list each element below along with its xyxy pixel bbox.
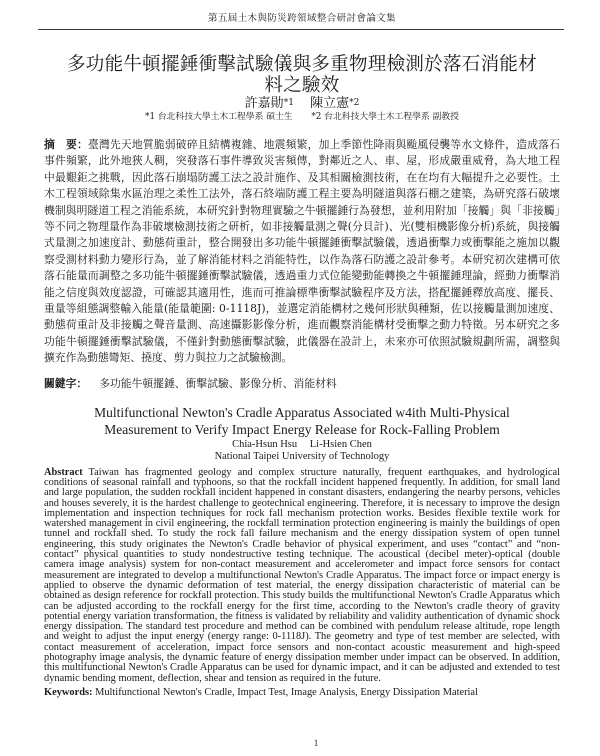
author-name: 許嘉勛 [244,96,284,111]
english-title-line: Measurement to Verify Impact Energy Release for Rock-Falling Problem [104,422,500,438]
abstract-body: Taiwan has fragmented geology and complex structure naturally, frequent earthquakes, and hydrological conditions of seasonal rainfall and typhoons, so that the rockfall incident happened frequently. In addition, for small land and large population, the sudden rockfall incident happened in constant disasters, endangering the nearby persons, vehicles and houses severely, it is the hardest challenge to geotechnical engineering. Therefore, it is necessary to improve the design implementation and inspection techniques for rock fall mechanism protection works. Besides flexible textile work for watershed management in civil engineering, the rockfall termination protection engineering is mainly the buildings of open tunnel and rockfall shed. To study the rock fall failure mechanism and the energy dissipation system of open tunnel engineering, this study originates the Newton's Cradle behavior of physical experiment, and uses “contact” and “non-contact” physical quantities to study nondestructive testing technique. The acoustical (decibel meter)-optical (double camera image analysis) system for non-contact measurement and accelerometer and impact force sensors for contact measurement are integrated to develop a multifunctional Newton's Cradle Apparatus. The impact force or impact energy is applied to observe the dynamic deformation of test material, the energy dissipation characteristic of material can be obtained as design reference for rockfall protection. This study builds the multifunctional Newton's Cradle Apparatus which can be adjusted according to the rockfall energy for the first time, according to the Newton's cradle theory of gravity potential energy variation transformation, the fitness is validated by reliability and validity authentication of dynamic shock energy dissipation. The standard test procedure and method can be combined with pendulum release altitude, rope length and weight to adjust the input energy (energy range: 0-1118J). The geometry and type of test member are selected, with contact measurement of acceleration, impact force sensors and non-contact acoustic measurement and high-speed photography image analysis, the dynamic feature of energy dissipation member under impact can be observed. In addition, this multifunctional Newton's Cradle Apparatus can be used for dynamic impact, and it can be adjusted and extended to test dynamic bending moment, deflection, shear and tension as required in the future. [44,466,560,684]
keywords-text: Multifunctional Newton's Cradle, Impact Test, Image Analysis, Energy Dissipation Material [95,686,478,698]
chinese-title-line: 料之驗效 [264,75,340,96]
chinese-author-list [44,96,560,111]
english-keywords [44,687,560,698]
chinese-abstract [44,137,560,367]
chinese-front-matter [44,54,560,392]
affiliation: *1 台北科技大學土木工程學系 碩士生 [145,112,293,122]
author-affiliation-mark: *1 [283,98,294,108]
author [245,96,294,111]
keywords-text: 多功能牛頓擺錘、衝擊試驗、影像分析、消能材料 [99,376,337,390]
header-divider [38,29,564,30]
chinese-title-line: 多功能牛頓擺錘衝擊試驗儀與多重物理檢測於落石消能材 [66,54,537,75]
english-front-matter [44,404,560,698]
abstract-body: 臺灣先天地質脆弱破碎且結構複雜、地震頻繁，加上季節性降雨與颱風侵襲等水文條件，造成落石事件頻繁，此外地狹人稠，突發落石事件導致災害頻傳，對鄰近之人、車、屋，形成嚴重威脅，為大地工程中最艱鉅之挑戰，因此落石崩塌防護工法之設計施作、及其相關檢測技術，在在均有大幅提升之必要性。土木工程領域除集水區治理之柔性工法外，落石終端防護工程主要為明隧道與落石棚之建築，為研究落石破壞機制與明隧道工程之消能系統，本研究針對物理實驗之牛頓擺錘行為發想，並利用附加「接觸」與「非接觸」等不同之物理量作為非破壞檢測技術之研析，如非接觸量測之聲(分貝計)、光(雙相機影像分析)系統，與接觸式量測之加速度計、動態荷重計，整合開發出多功能牛頓擺錘衝擊試驗儀，透過衝擊力或衝擊能之施加以觀察受測材料動力變形行為，並了解消能材料之消能特性，以作為落石防護之設計參考。本研究初次建構可依落石能量而調整之多功能牛頓擺錘衝擊試驗儀，透過重力式位能變動能轉換之牛頓擺錘理論，經動力衝擊消能之信度與效度認證，可確認其適用性，進而可推論標準衝擊試驗程序及方法，搭配擺錘釋放高度、擺長、重量等組態調整輸入能量(能量範圍: 0-1118J)，並選定消能構材之幾何形狀與種類，佐以接觸量測加速度、動態荷重計及非接觸之聲音量測、高速攝影影像分析，進而觀察消能構材受衝擊之動力特徵。另本研究之多功能牛頓擺錘衝擊試驗儀，不僅針對動態衝擊試驗，此儀器在設計上，未來亦可依照試驗規劃所需，調整與擴充作為動態彎矩、撓度、剪力與拉力之試驗檢測。 [44,138,561,365]
english-title-line: Multifunctional Newton's Cradle Apparatus Associated w4ith Multi-Physical [94,404,510,420]
page-number: 1 [313,738,319,748]
chinese-affiliations [44,111,560,123]
keywords-label: 關鍵字： [44,376,88,390]
author [310,96,359,111]
abstract-label: 摘 要： [44,138,88,151]
chinese-keywords [44,376,560,392]
keywords-label: Keywords: [44,686,93,698]
affiliation: *2 台北科技大學土木工程學系 副教授 [311,112,459,122]
abstract-label: Abstract [44,466,83,478]
english-affiliation: National Taipei University of Technology [214,450,390,462]
english-author-list [44,439,560,451]
chinese-title [44,54,560,96]
running-header: 第五屆土木與防災跨領域整合研討會論文集 [207,13,397,24]
author-name: Chia-Hsun Hsu [232,438,298,450]
author-affiliation-mark: *2 [349,98,360,108]
author-name: Li-Hsien Chen [309,438,372,450]
author-name: 陳立憲 [310,96,350,111]
english-title [44,404,560,439]
english-abstract [44,468,560,684]
